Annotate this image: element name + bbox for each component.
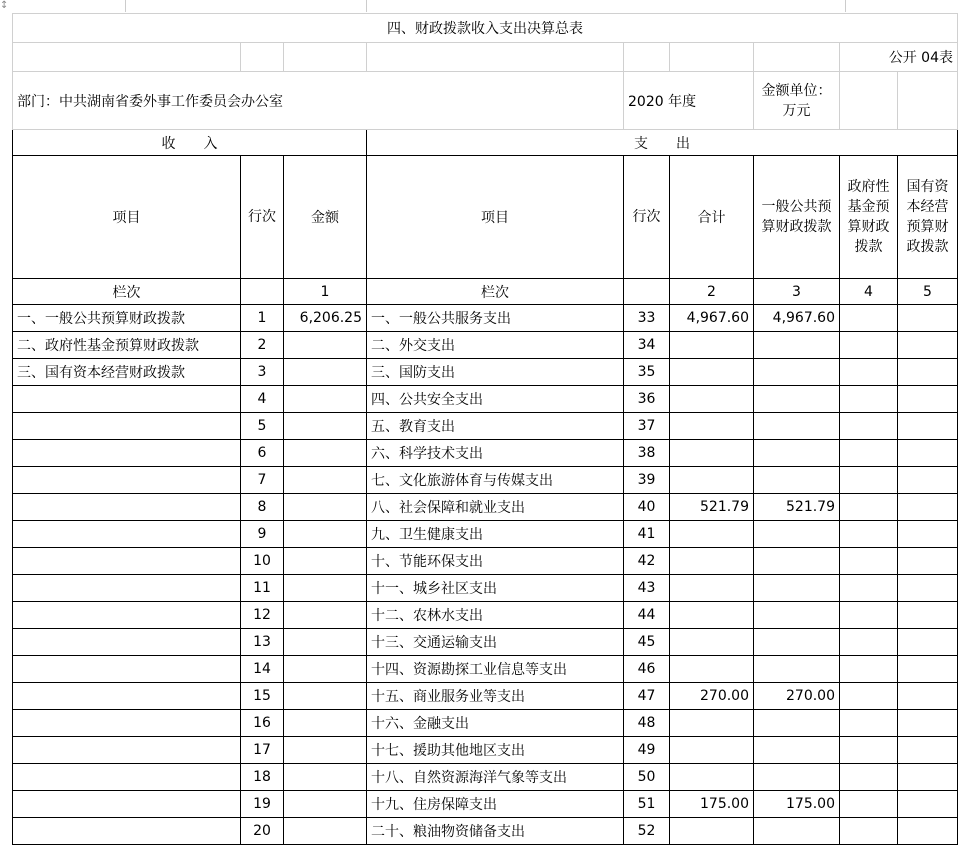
expense-item: 一、一般公共服务支出: [367, 305, 624, 332]
state-capital-amount: [898, 629, 958, 656]
expense-item: 十三、交通运输支出: [367, 629, 624, 656]
total-amount: 4,967.60: [670, 305, 754, 332]
expense-item: 五、教育支出: [367, 413, 624, 440]
general-budget-amount: [754, 548, 840, 575]
general-budget-amount: [754, 656, 840, 683]
expense-item: 十六、金融支出: [367, 710, 624, 737]
gov-fund-amount: [840, 737, 898, 764]
expense-item: 二、外交支出: [367, 332, 624, 359]
general-budget-amount: [754, 440, 840, 467]
column-index: 2: [670, 279, 754, 305]
income-amount: [284, 737, 367, 764]
year-label: 2020 年度: [624, 72, 754, 130]
income-item: [13, 440, 241, 467]
table-row: [13, 359, 958, 386]
table-row: [13, 656, 958, 683]
expense-item: 十八、自然资源海洋气象等支出: [367, 764, 624, 791]
income-row-no: 18: [241, 764, 284, 791]
table-row: [13, 467, 958, 494]
expense-row-no: 43: [624, 575, 670, 602]
expense-row-no: 39: [624, 467, 670, 494]
gov-fund-amount: [840, 494, 898, 521]
income-amount: [284, 359, 367, 386]
income-item: 一、一般公共预算财政拨款: [13, 305, 241, 332]
gov-fund-amount: [840, 629, 898, 656]
income-amount: [284, 386, 367, 413]
unit-label: 金额单位：万元: [754, 72, 840, 130]
gov-fund-amount: [840, 602, 898, 629]
expense-item: 十、节能环保支出: [367, 548, 624, 575]
income-item: [13, 386, 241, 413]
income-amount: [284, 548, 367, 575]
gov-fund-amount: [840, 683, 898, 710]
state-capital-amount: [898, 305, 958, 332]
table-row: [13, 683, 958, 710]
income-amount: [284, 791, 367, 818]
income-section-header: 收 入: [13, 130, 367, 156]
income-item: [13, 548, 241, 575]
expense-item: 九、卫生健康支出: [367, 521, 624, 548]
income-amount: [284, 332, 367, 359]
income-amount: 6,206.25: [284, 305, 367, 332]
general-budget-amount: [754, 467, 840, 494]
general-budget-amount: [754, 629, 840, 656]
state-capital-amount: [898, 602, 958, 629]
state-capital-amount: [898, 683, 958, 710]
income-row-no: 17: [241, 737, 284, 764]
state-capital-amount: [898, 656, 958, 683]
income-row-no: 6: [241, 440, 284, 467]
income-amount: [284, 629, 367, 656]
expense-item: 四、公共安全支出: [367, 386, 624, 413]
income-item: [13, 791, 241, 818]
income-row-no: 10: [241, 548, 284, 575]
total-amount: [670, 386, 754, 413]
income-amount: [284, 467, 367, 494]
gov-fund-amount: [840, 467, 898, 494]
general-budget-amount: [754, 521, 840, 548]
table-row: [13, 494, 958, 521]
income-amount: [284, 413, 367, 440]
income-rowno-header: 行次: [241, 156, 284, 279]
column-index: 1: [284, 279, 367, 305]
grid-line: [125, 0, 126, 12]
general-budget-amount: 270.00: [754, 683, 840, 710]
total-amount: [670, 575, 754, 602]
table-row: [13, 791, 958, 818]
income-item: [13, 494, 241, 521]
expense-item: 六、科学技术支出: [367, 440, 624, 467]
state-capital-amount: [898, 440, 958, 467]
income-row-no: 3: [241, 359, 284, 386]
gov-fund-amount: [840, 332, 898, 359]
state-capital-amount: [898, 818, 958, 845]
table-row: [13, 521, 958, 548]
income-item: [13, 521, 241, 548]
expense-row-no: 38: [624, 440, 670, 467]
income-item: [13, 818, 241, 845]
expense-row-no: 51: [624, 791, 670, 818]
general-budget-amount: [754, 386, 840, 413]
income-item: [13, 764, 241, 791]
total-amount: [670, 710, 754, 737]
table-row: [13, 737, 958, 764]
total-amount: [670, 548, 754, 575]
table-row: [13, 818, 958, 845]
expense-row-no: 52: [624, 818, 670, 845]
income-row-no: 19: [241, 791, 284, 818]
column-index: 5: [898, 279, 958, 305]
income-amount: [284, 602, 367, 629]
column-index-label: 栏次: [13, 279, 241, 305]
expense-item: 三、国防支出: [367, 359, 624, 386]
income-item: [13, 683, 241, 710]
total-amount: 521.79: [670, 494, 754, 521]
state-capital-amount: [898, 494, 958, 521]
expense-row-no: 41: [624, 521, 670, 548]
expense-row-no: 37: [624, 413, 670, 440]
gov-fund-amount: [840, 575, 898, 602]
income-item: [13, 656, 241, 683]
expense-item: 十五、商业服务业等支出: [367, 683, 624, 710]
general-budget-amount: [754, 332, 840, 359]
general-budget-amount: [754, 359, 840, 386]
general-budget-amount: 521.79: [754, 494, 840, 521]
gov-fund-amount: [840, 791, 898, 818]
column-index: 3: [754, 279, 840, 305]
expense-row-no: 44: [624, 602, 670, 629]
expense-row-no: 42: [624, 548, 670, 575]
expense-row-no: 40: [624, 494, 670, 521]
gov-fund-amount: [840, 386, 898, 413]
income-row-no: 16: [241, 710, 284, 737]
state-capital-amount: [898, 737, 958, 764]
table-row: [13, 629, 958, 656]
total-amount: [670, 332, 754, 359]
expense-rowno-header: 行次: [624, 156, 670, 279]
gov-fund-amount: [840, 548, 898, 575]
income-row-no: 12: [241, 602, 284, 629]
table-row: [13, 764, 958, 791]
table-title: 四、财政拨款收入支出决算总表: [13, 14, 958, 43]
expense-item: 十一、城乡社区支出: [367, 575, 624, 602]
expense-item: 十四、资源勘探工业信息等支出: [367, 656, 624, 683]
gov-fund-amount: [840, 359, 898, 386]
state-capital-amount: [898, 332, 958, 359]
total-amount: [670, 818, 754, 845]
state-capital-amount: [898, 467, 958, 494]
state-capital-amount: [898, 386, 958, 413]
expense-row-no: 34: [624, 332, 670, 359]
income-row-no: 4: [241, 386, 284, 413]
general-budget-amount: [754, 818, 840, 845]
income-item: [13, 602, 241, 629]
general-budget-amount: [754, 575, 840, 602]
income-row-no: 9: [241, 521, 284, 548]
expense-row-no: 46: [624, 656, 670, 683]
expense-item: 二十、粮油物资储备支出: [367, 818, 624, 845]
total-amount: [670, 656, 754, 683]
income-item-header: 项目: [13, 156, 241, 279]
expense-row-no: 50: [624, 764, 670, 791]
table-row: [13, 413, 958, 440]
expense-item: 十七、援助其他地区支出: [367, 737, 624, 764]
total-amount: [670, 359, 754, 386]
department-label: 部门：中共湖南省委外事工作委员会办公室: [13, 72, 624, 130]
expense-item-header: 项目: [367, 156, 624, 279]
expense-item: 十九、住房保障支出: [367, 791, 624, 818]
state-capital-amount: [898, 548, 958, 575]
table-row: [13, 332, 958, 359]
gov-fund-header: 政府性基金预算财政拨款: [840, 156, 898, 279]
income-amount-header: 金额: [284, 156, 367, 279]
income-row-no: 2: [241, 332, 284, 359]
column-index: 4: [840, 279, 898, 305]
income-amount: [284, 764, 367, 791]
total-amount: [670, 440, 754, 467]
state-capital-amount: [898, 521, 958, 548]
income-item: [13, 413, 241, 440]
income-item: [13, 737, 241, 764]
table-row: [13, 305, 958, 332]
total-amount: [670, 764, 754, 791]
gov-fund-amount: [840, 413, 898, 440]
total-amount: [670, 629, 754, 656]
column-index-label: 栏次: [367, 279, 624, 305]
grid-line: [845, 0, 846, 12]
income-row-no: 7: [241, 467, 284, 494]
income-amount: [284, 818, 367, 845]
income-row-no: 5: [241, 413, 284, 440]
expense-row-no: 49: [624, 737, 670, 764]
grid-line: [366, 0, 367, 12]
form-id: 公开 04表: [840, 43, 958, 72]
total-amount: [670, 602, 754, 629]
gov-fund-amount: [840, 710, 898, 737]
expense-row-no: 45: [624, 629, 670, 656]
income-item: [13, 629, 241, 656]
general-budget-amount: [754, 764, 840, 791]
table-row: [13, 440, 958, 467]
income-amount: [284, 575, 367, 602]
state-capital-amount: [898, 710, 958, 737]
expense-section-header: 支 出: [367, 130, 958, 156]
state-capital-amount: [898, 791, 958, 818]
income-item: 二、政府性基金预算财政拨款: [13, 332, 241, 359]
general-budget-amount: [754, 737, 840, 764]
income-amount: [284, 494, 367, 521]
total-amount: [670, 467, 754, 494]
income-row-no: 13: [241, 629, 284, 656]
gov-fund-amount: [840, 521, 898, 548]
income-amount: [284, 656, 367, 683]
general-budget-amount: [754, 413, 840, 440]
expense-row-no: 35: [624, 359, 670, 386]
income-item: [13, 575, 241, 602]
income-amount: [284, 710, 367, 737]
general-budget-amount: 4,967.60: [754, 305, 840, 332]
state-capital-amount: [898, 413, 958, 440]
gov-fund-amount: [840, 656, 898, 683]
select-all-corner[interactable]: ↕: [0, 0, 9, 11]
expense-row-no: 36: [624, 386, 670, 413]
gov-fund-amount: [840, 818, 898, 845]
income-amount: [284, 521, 367, 548]
table-row: [13, 548, 958, 575]
general-budget-amount: [754, 710, 840, 737]
income-amount: [284, 440, 367, 467]
total-amount: [670, 737, 754, 764]
total-header: 合计: [670, 156, 754, 279]
income-row-no: 14: [241, 656, 284, 683]
gov-fund-amount: [840, 305, 898, 332]
table-row: [13, 710, 958, 737]
gov-fund-amount: [840, 440, 898, 467]
table-row: [13, 602, 958, 629]
expense-item: 七、文化旅游体育与传媒支出: [367, 467, 624, 494]
income-item: 三、国有资本经营财政拨款: [13, 359, 241, 386]
state-capital-header: 国有资本经营预算财政拨款: [898, 156, 958, 279]
table-row: [13, 386, 958, 413]
income-row-no: 20: [241, 818, 284, 845]
expense-row-no: 33: [624, 305, 670, 332]
gov-fund-amount: [840, 764, 898, 791]
income-row-no: 11: [241, 575, 284, 602]
expense-item: 十二、农林水支出: [367, 602, 624, 629]
state-capital-amount: [898, 764, 958, 791]
income-item: [13, 467, 241, 494]
state-capital-amount: [898, 575, 958, 602]
general-budget-amount: [754, 602, 840, 629]
expense-row-no: 48: [624, 710, 670, 737]
total-amount: [670, 413, 754, 440]
total-amount: [670, 521, 754, 548]
total-amount: 175.00: [670, 791, 754, 818]
income-row-no: 15: [241, 683, 284, 710]
state-capital-amount: [898, 359, 958, 386]
income-row-no: 8: [241, 494, 284, 521]
expense-item: 八、社会保障和就业支出: [367, 494, 624, 521]
table-row: [13, 575, 958, 602]
income-item: [13, 710, 241, 737]
total-amount: 270.00: [670, 683, 754, 710]
general-budget-amount: 175.00: [754, 791, 840, 818]
appropriation-summary-table: [12, 13, 958, 845]
income-amount: [284, 683, 367, 710]
expense-row-no: 47: [624, 683, 670, 710]
income-row-no: 1: [241, 305, 284, 332]
general-budget-header: 一般公共预算财政拨款: [754, 156, 840, 279]
